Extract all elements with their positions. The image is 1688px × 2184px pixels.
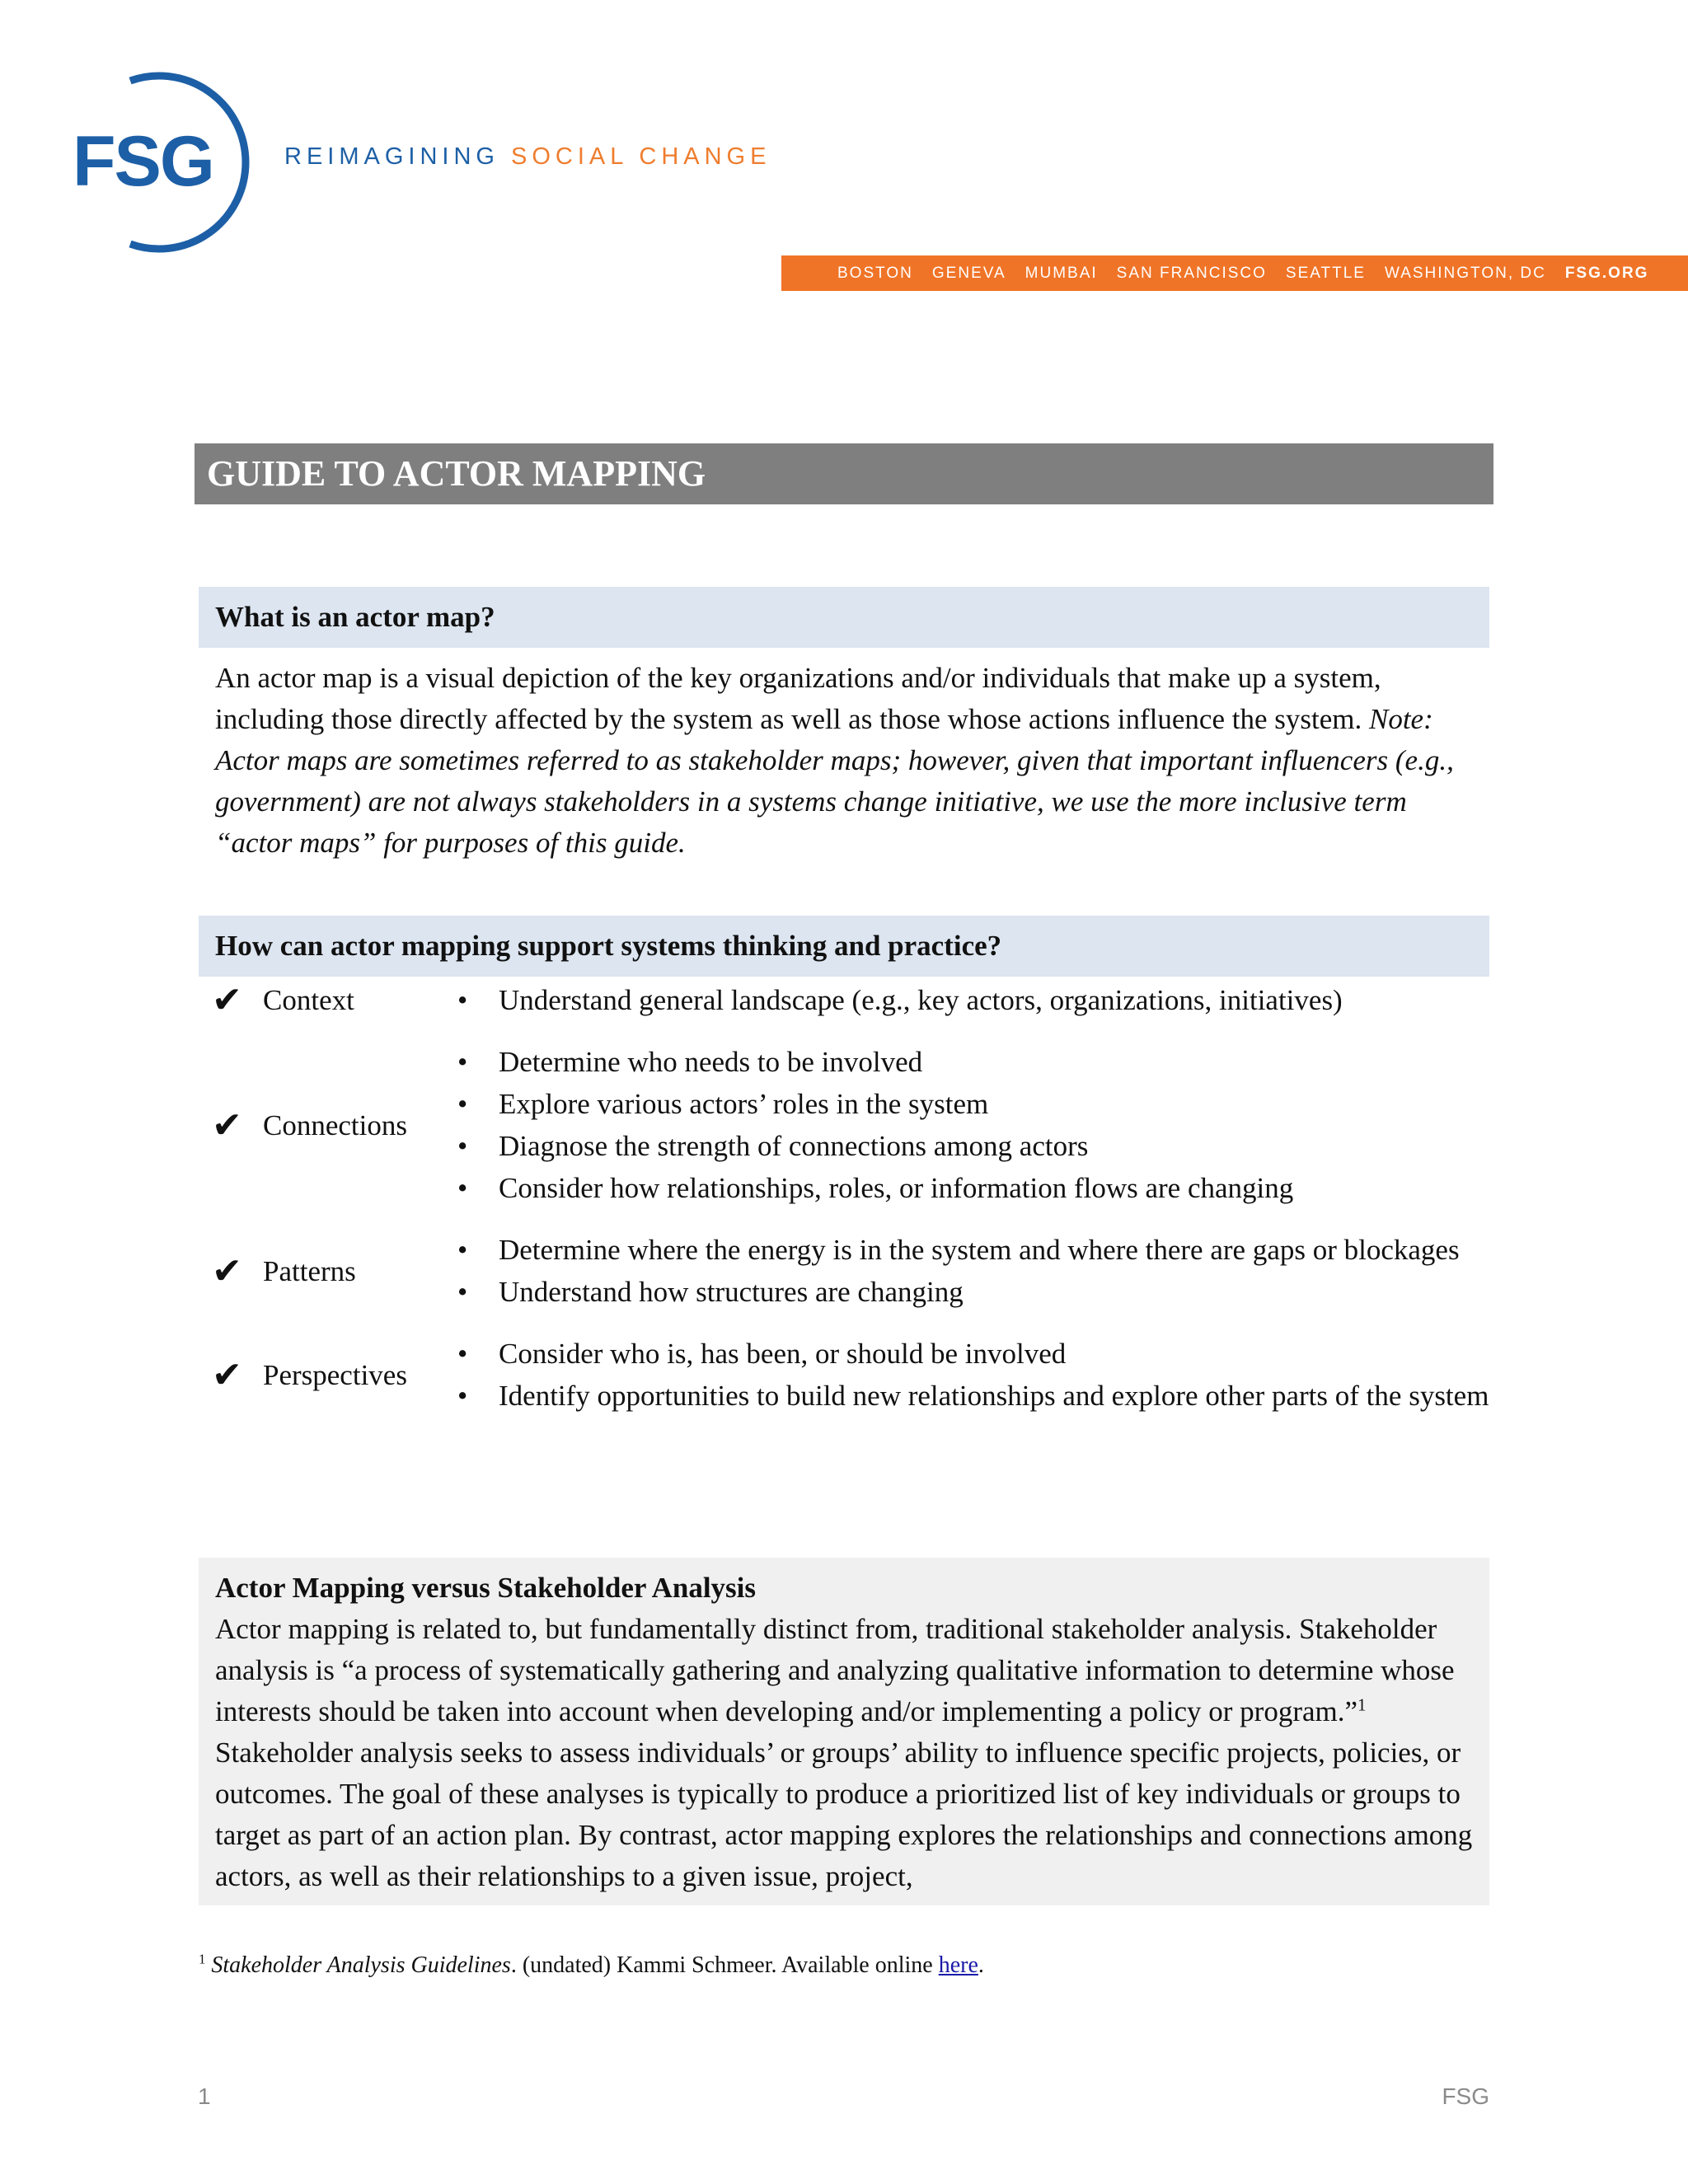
list-item: • Understand general landscape (e.g., key actors, organizations, initiatives)	[449, 979, 1489, 1021]
footnote-link[interactable]: here	[938, 1952, 978, 1978]
definition-text: An actor map is a visual depiction of the key organizations and/or individuals that make up a system, including those directly affected by the system as well as those whose actions influence the system.	[215, 662, 1381, 735]
footnote	[199, 1949, 984, 1982]
section-heading-support: How can actor mapping support systems thinking and practice?	[199, 916, 1489, 977]
city-label: SAN FRANCISCO	[1116, 264, 1267, 282]
list-item: • Understand how structures are changing	[449, 1271, 1489, 1313]
check-icon: ✔	[212, 1353, 242, 1396]
check-icon: ✔	[212, 1104, 242, 1146]
footer-brand: FSG	[1442, 2083, 1489, 2109]
city-label: BOSTON	[837, 264, 913, 282]
tagline	[284, 143, 771, 171]
support-label: Context	[263, 984, 354, 1016]
comparison-text	[215, 1609, 1473, 1897]
definition-paragraph	[215, 658, 1484, 864]
city-bar	[781, 255, 1688, 291]
list-item: • Identify opportunities to build new relationships and explore other parts of the system	[449, 1375, 1489, 1417]
list-item: • Consider who is, has been, or should be involved	[449, 1333, 1489, 1375]
support-row-context	[199, 979, 1489, 1021]
support-row-connections	[199, 1041, 1489, 1209]
logo-text: FSG	[73, 122, 213, 201]
support-table	[199, 979, 1489, 1417]
city-label: SEATTLE	[1285, 264, 1366, 282]
page-title: GUIDE TO ACTOR MAPPING	[195, 443, 1493, 504]
list-item: • Diagnose the strength of connections among actors	[449, 1125, 1489, 1167]
comparison-title: Actor Mapping versus Stakeholder Analysis	[215, 1572, 757, 1604]
section-heading-what-is: What is an actor map?	[199, 587, 1489, 648]
support-row-patterns	[199, 1229, 1489, 1313]
list-item: • Determine who needs to be involved	[449, 1041, 1489, 1083]
bullet-list	[449, 1041, 1489, 1209]
footnote-mark: 1	[199, 1951, 206, 1967]
comparison-box	[199, 1558, 1489, 1905]
city-label: MUMBAI	[1025, 264, 1098, 282]
bullet-list	[449, 979, 1489, 1021]
check-icon: ✔	[212, 979, 242, 1021]
city-label: WASHINGTON, DC	[1384, 264, 1546, 282]
support-label: Perspectives	[263, 1358, 407, 1391]
support-label: Connections	[263, 1108, 407, 1141]
bullet-list	[449, 1333, 1489, 1417]
definition-note: Note: Actor maps are sometimes referred to as stakeholder maps; however, given that important influencers (e.g., government) are not always stakeholders in a systems change initiative, we use the more inclusive term “actor maps” for purposes of this guide.	[215, 703, 1454, 859]
check-icon: ✔	[212, 1249, 242, 1292]
list-item: • Explore various actors’ roles in the system	[449, 1083, 1489, 1125]
support-row-perspectives	[199, 1333, 1489, 1417]
fsg-logo	[69, 69, 267, 255]
city-label: GENEVA	[931, 264, 1006, 282]
footnote-text: . (undated) Kammi Schmeer. Available online	[510, 1952, 939, 1978]
comparison-text-part2: Stakeholder analysis seeks to assess individuals’ or groups’ ability to influence specific projects, policies, or outcomes. The goal of these analyses is typically to produce a prioritized list of key individuals or groups to target as part of an action plan. By contrast, actor mapping explores the relationships and connections among actors, as well as their relationships to a given issue, project,	[215, 1736, 1473, 1892]
tagline-social-change: SOCIAL CHANGE	[511, 143, 771, 170]
bullet-list	[449, 1229, 1489, 1313]
list-item: • Consider how relationships, roles, or information flows are changing	[449, 1167, 1489, 1209]
website-link[interactable]: FSG.ORG	[1564, 264, 1649, 282]
tagline-reimagining: REIMAGINING	[284, 143, 499, 170]
footnote-title: Stakeholder Analysis Guidelines	[211, 1952, 511, 1978]
footnote-end: .	[978, 1952, 984, 1978]
footnote-reference[interactable]: 1	[1357, 1694, 1367, 1715]
comparison-text-part1: Actor mapping is related to, but fundamentally distinct from, traditional stakeholder analysis. Stakeholder analysis is “a process of systematically gathering and analyzing qualitative information to determine whose interests should be taken into account when developing and/or implementing a policy or program.”	[215, 1613, 1455, 1727]
list-item: • Determine where the energy is in the system and where there are gaps or blockages	[449, 1229, 1489, 1271]
support-label: Patterns	[263, 1254, 356, 1287]
page-number: 1	[198, 2083, 211, 2109]
